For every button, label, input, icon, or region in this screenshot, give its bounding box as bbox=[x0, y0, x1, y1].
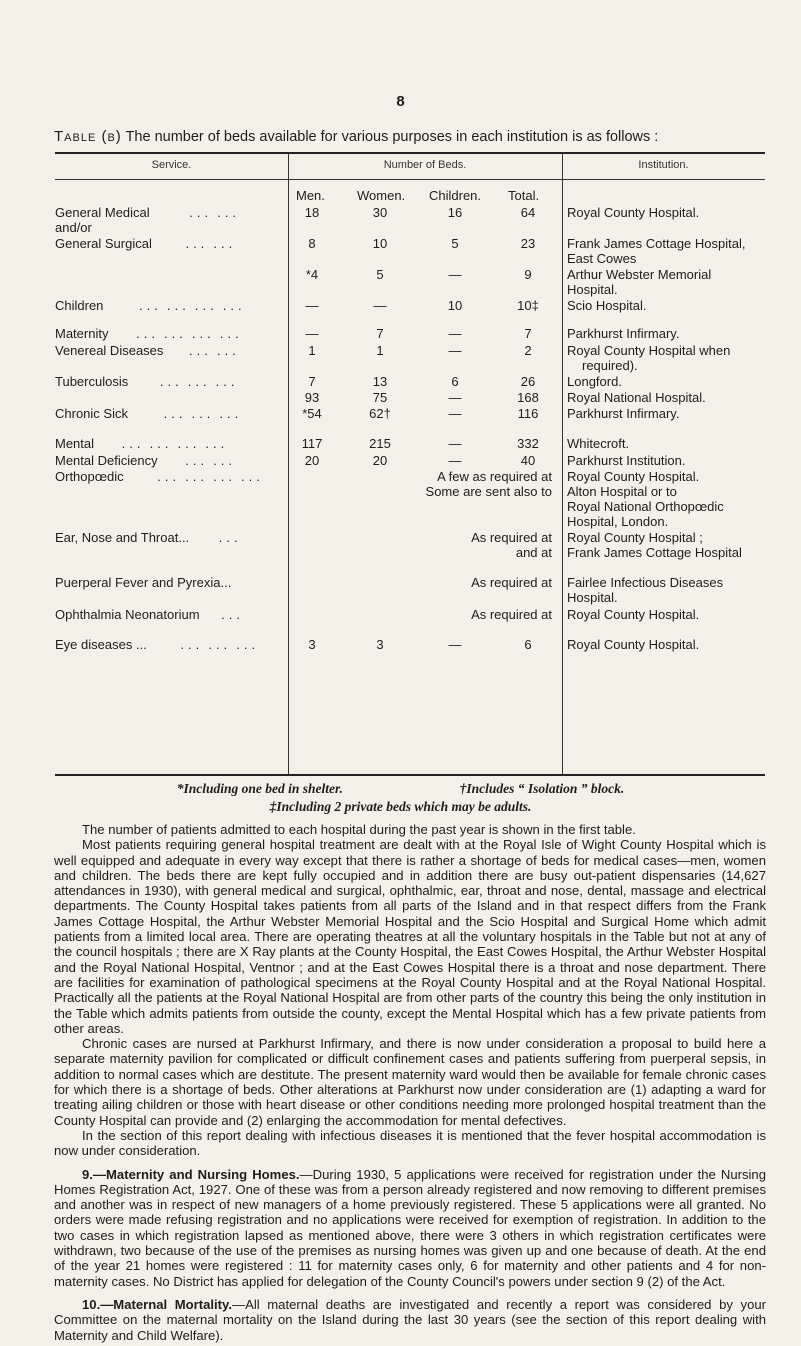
women-value: 7 bbox=[376, 326, 384, 341]
leader-dots: ... ... ... ... bbox=[157, 469, 264, 484]
institution-name-cont: Hospital. bbox=[567, 282, 618, 297]
women-value: 10 bbox=[372, 236, 388, 251]
men-value: — bbox=[305, 298, 319, 313]
institution-name: Arthur Webster Memorial bbox=[567, 267, 712, 282]
children-value: 16 bbox=[447, 205, 463, 220]
table-top-rule bbox=[55, 152, 765, 154]
institution-name: Parkhurst Institution. bbox=[567, 453, 686, 468]
women-value: 1 bbox=[376, 343, 384, 358]
men-value: 93 bbox=[304, 390, 320, 405]
table-row bbox=[55, 637, 295, 652]
service-name: General Surgical bbox=[55, 236, 152, 251]
table-row bbox=[55, 205, 295, 220]
institution-name: Fairlee Infectious Diseases bbox=[567, 575, 724, 590]
women-value: 215 bbox=[369, 436, 391, 451]
institution-name: Longford. bbox=[567, 374, 622, 389]
men-value: 117 bbox=[301, 436, 323, 451]
institution-name: Royal County Hospital. bbox=[567, 607, 700, 622]
service-name: General Medical bbox=[55, 205, 150, 220]
column-children: Children. bbox=[429, 188, 482, 203]
women-value: 75 bbox=[372, 390, 388, 405]
children-value: — bbox=[448, 390, 462, 405]
institution-name-cont: Alton Hospital or to bbox=[567, 484, 677, 499]
total-value: 2 bbox=[524, 343, 532, 358]
column-total: Total. bbox=[508, 188, 540, 203]
leader-dots: ... ... bbox=[185, 453, 236, 468]
service-name: Ear, Nose and Throat... bbox=[55, 530, 190, 545]
children-value: 10 bbox=[447, 298, 463, 313]
table-row bbox=[55, 406, 295, 421]
table-row bbox=[55, 469, 295, 484]
children-value: — bbox=[448, 406, 462, 421]
bed-note: As required at bbox=[471, 530, 552, 545]
leader-dots: ... ... ... ... bbox=[136, 326, 243, 341]
table-caption-text: The number of beds available for various purposes in each institution is as follows : bbox=[125, 129, 659, 145]
table-header-rule bbox=[55, 179, 765, 180]
table-row bbox=[55, 530, 295, 545]
leader-dots: ... ... bbox=[185, 236, 237, 251]
footnote-line bbox=[0, 781, 801, 797]
leader-dots: ... ... ... ... bbox=[139, 298, 246, 313]
table-row bbox=[55, 436, 295, 451]
women-value: 62† bbox=[369, 406, 391, 421]
leader-dots: ... bbox=[218, 530, 242, 545]
total-value: 332 bbox=[517, 436, 539, 451]
section-heading: 9.—Maternity and Nursing Homes. bbox=[82, 1166, 300, 1182]
service-name: Puerperal Fever and Pyrexia... bbox=[55, 575, 232, 590]
header-number-of-beds: Number of Beds. bbox=[383, 159, 467, 171]
table-caption bbox=[54, 128, 774, 145]
section-maternity-nursing-homes bbox=[54, 1167, 766, 1289]
men-value: — bbox=[305, 326, 319, 341]
institution-name: Royal County Hospital. bbox=[567, 469, 700, 484]
total-value: 7 bbox=[524, 326, 532, 341]
beds-table bbox=[55, 152, 765, 776]
institution-name: Parkhurst Infirmary. bbox=[567, 406, 680, 421]
total-value: 168 bbox=[517, 390, 539, 405]
page-number: 8 bbox=[396, 93, 405, 110]
men-value: 8 bbox=[308, 236, 316, 251]
table-row bbox=[55, 453, 295, 468]
men-value: *4 bbox=[305, 267, 319, 282]
institution-name: Parkhurst Infirmary. bbox=[567, 326, 680, 341]
table-row bbox=[55, 607, 295, 622]
leader-dots: ... bbox=[221, 607, 244, 622]
women-value: — bbox=[373, 298, 387, 313]
leader-dots: ... ... bbox=[189, 343, 240, 358]
service-name: Eye diseases ... bbox=[55, 637, 147, 652]
report-text bbox=[54, 822, 766, 1343]
total-value: 26 bbox=[520, 374, 536, 389]
table-row bbox=[55, 236, 295, 251]
service-name: Venereal Diseases bbox=[55, 343, 164, 358]
institution-name: Royal National Hospital. bbox=[567, 390, 706, 405]
children-value: — bbox=[448, 453, 462, 468]
paragraph: The number of patients admitted to each hospital during the past year is shown in the first table. bbox=[82, 822, 636, 837]
women-value: 20 bbox=[372, 453, 388, 468]
bed-note: As required at bbox=[471, 607, 552, 622]
men-value: 7 bbox=[308, 374, 316, 389]
men-value: 20 bbox=[304, 453, 320, 468]
total-value: 6 bbox=[524, 637, 532, 652]
institution-name-cont: Frank James Cottage Hospital bbox=[567, 545, 742, 560]
service-name: Orthopœdic bbox=[55, 469, 124, 484]
children-value: — bbox=[448, 637, 462, 652]
service-name: Mental Deficiency bbox=[55, 453, 158, 468]
service-name: Ophthalmia Neonatorium bbox=[55, 607, 200, 622]
paragraph: Most patients requiring general hospital treatment are dealt with at the Royal Isle of Wight County Hospital which is well equipped and adequate in every way except that there is rather a shortage of beds for medical cases—men, women and children. The beds there are kept fully occupied and in addition there are busy out-patient dispensaries (14,627 attendances in 1930), with general medical and surgical, ophthalmic, ear, throat and nose, dental, massage and electrical departments. The County Hospital takes patients from all parts of the Island and in that respect differs from the Frank James Cottage Hospital, the Arthur Webster Memorial Hospital and the Scio Hospital and Surgical Home which admit patients from a limited local area. There are operating theatres at all the voluntary hospitals in the Table but not at any of the council hospitals ; there are X Ray plants at the County Hospital, the East Cowes Hospital, the Arthur Webster Hospital and the Royal National Hospital, Ventnor ; and at the East Cowes Hospital there is a throat and nose department. There are facilities for examination of pathological specimens at the Royal County Hospital and at the Royal National Hospital. Practically all the patients at the Royal National Hospital are from other parts of the country this being the only institution in the Table which admits patients from outside the county, except the Mental Hospital which has a few private patients from other areas. bbox=[54, 837, 766, 1036]
section-maternal-mortality bbox=[54, 1297, 766, 1343]
total-value: 23 bbox=[520, 236, 536, 251]
institution-name: Royal County Hospital ; bbox=[567, 530, 703, 545]
leader-dots: ... ... ... ... bbox=[121, 436, 229, 451]
total-value: 10‡ bbox=[517, 298, 539, 313]
section-heading: 10.—Maternal Mortality. bbox=[82, 1296, 232, 1312]
total-value: 9 bbox=[524, 267, 532, 282]
service-name: Children bbox=[55, 298, 104, 313]
table-label: Table (b) bbox=[54, 128, 122, 145]
table-row bbox=[55, 326, 295, 341]
institution-name-cont: required). bbox=[582, 358, 638, 373]
footnote-isolation: †Includes “ Isolation ” block. bbox=[459, 781, 625, 796]
women-value: 3 bbox=[376, 637, 384, 652]
children-value: 6 bbox=[451, 374, 459, 389]
children-value: — bbox=[448, 267, 462, 282]
footnote-private-beds: ‡Including 2 private beds which may be adults. bbox=[269, 799, 532, 814]
column-divider bbox=[562, 152, 563, 776]
service-name: Mental bbox=[55, 436, 95, 451]
service-name: Maternity bbox=[55, 326, 109, 341]
total-value: 40 bbox=[520, 453, 536, 468]
children-value: — bbox=[448, 436, 462, 451]
section-text: —During 1930, 5 applications were received for registration under the Nursing Homes Registration Act, 1927. One of these was from a person already registered and now removing to different premises and another was in respect of new managers of a home previously registered. These 5 applications were all granted. No orders were made refusing registration and no applications were received for exemption of registration. In addition to the two cases in which registration lapsed as mentioned above, there were 3 others in which registration certificates were withdrawn, two because of the use of the premises as nursing homes was given up and one because of death. At the end of the year 21 homes were registered : 11 for maternity cases only, 6 for maternity and other patients and 4 for non-maternity cases. No District has applied for delegation of the County Council's powers under section 9 (2) of the Act. bbox=[54, 1166, 766, 1289]
women-value: 13 bbox=[372, 374, 388, 389]
header-service: Service. bbox=[151, 159, 192, 171]
leader-dots: ... ... ... bbox=[180, 637, 260, 652]
men-value: 3 bbox=[308, 637, 316, 652]
institution-name: Frank James Cottage Hospital, bbox=[567, 236, 746, 251]
institution-name-cont: East Cowes bbox=[567, 251, 637, 266]
children-value: 5 bbox=[451, 236, 459, 251]
men-value: 18 bbox=[304, 205, 320, 220]
table-row bbox=[55, 343, 295, 358]
institution-name-cont: Hospital. bbox=[567, 590, 618, 605]
men-value: 1 bbox=[308, 343, 316, 358]
institution-name: Whitecroft. bbox=[567, 436, 630, 451]
table-row bbox=[55, 298, 295, 313]
leader-dots: ... ... bbox=[189, 205, 241, 220]
institution-name-cont: Royal National Orthopœdic bbox=[567, 499, 724, 514]
paragraph: Chronic cases are nursed at Parkhurst Infirmary, and there is now under consideration a proposal to build here a separate maternity pavilion for complicated or difficult confinement cases and patients suffering from puerperal sepsis, in addition to normal cases which are destitute. The present maternity ward would then be available for female chronic cases for which there is a shortage of beds. Other alterations at Parkhurst now under consideration are (1) adapting a ward for treating ailing children or those with heart disease or other conditions needing more prolonged hospital treatment than the County Hospital can provide and (2) enlarging the accommodation for mental defectives. bbox=[54, 1036, 766, 1128]
total-value: 64 bbox=[520, 205, 536, 220]
bed-note: As required at bbox=[471, 575, 552, 590]
table-bottom-rule bbox=[55, 774, 765, 776]
footnote-shelter: *Including one bed in shelter. bbox=[176, 781, 343, 796]
service-name: Chronic Sick bbox=[55, 406, 128, 421]
table-row bbox=[55, 575, 295, 590]
women-value: 5 bbox=[376, 267, 384, 282]
institution-name: Royal County Hospital when bbox=[567, 343, 731, 358]
institution-name-cont: Hospital, London. bbox=[567, 514, 669, 529]
bed-note: and at bbox=[515, 545, 552, 560]
men-value: *54 bbox=[302, 406, 322, 421]
paragraph: In the section of this report dealing with infectious diseases it is mentioned that the fever hospital accommodation is now under consideration. bbox=[54, 1127, 766, 1159]
header-institution: Institution. bbox=[638, 159, 689, 171]
column-women: Women. bbox=[357, 188, 406, 203]
total-value: 116 bbox=[517, 406, 539, 421]
institution-name: Scio Hospital. bbox=[567, 298, 647, 313]
leader-dots: ... ... ... bbox=[159, 374, 239, 389]
children-value: — bbox=[448, 326, 462, 341]
service-name-cont: and/or bbox=[55, 220, 92, 235]
bed-note: A few as required at bbox=[437, 469, 552, 484]
leader-dots: ... ... ... bbox=[163, 406, 243, 421]
service-name: Tuberculosis bbox=[55, 374, 129, 389]
column-men: Men. bbox=[296, 188, 325, 203]
institution-name: Royal County Hospital. bbox=[567, 205, 700, 220]
children-value: — bbox=[448, 343, 462, 358]
institution-name: Royal County Hospital. bbox=[567, 637, 700, 652]
bed-note: Some are sent also to bbox=[425, 484, 552, 499]
women-value: 30 bbox=[372, 205, 388, 220]
table-row bbox=[55, 374, 295, 389]
section-text: —All maternal deaths are investigated and recently a report was considered by your Committee on the maternal mortality on the Island during the last 30 years (see the section of this report dealing with Maternity and Child Welfare). bbox=[54, 1296, 766, 1343]
